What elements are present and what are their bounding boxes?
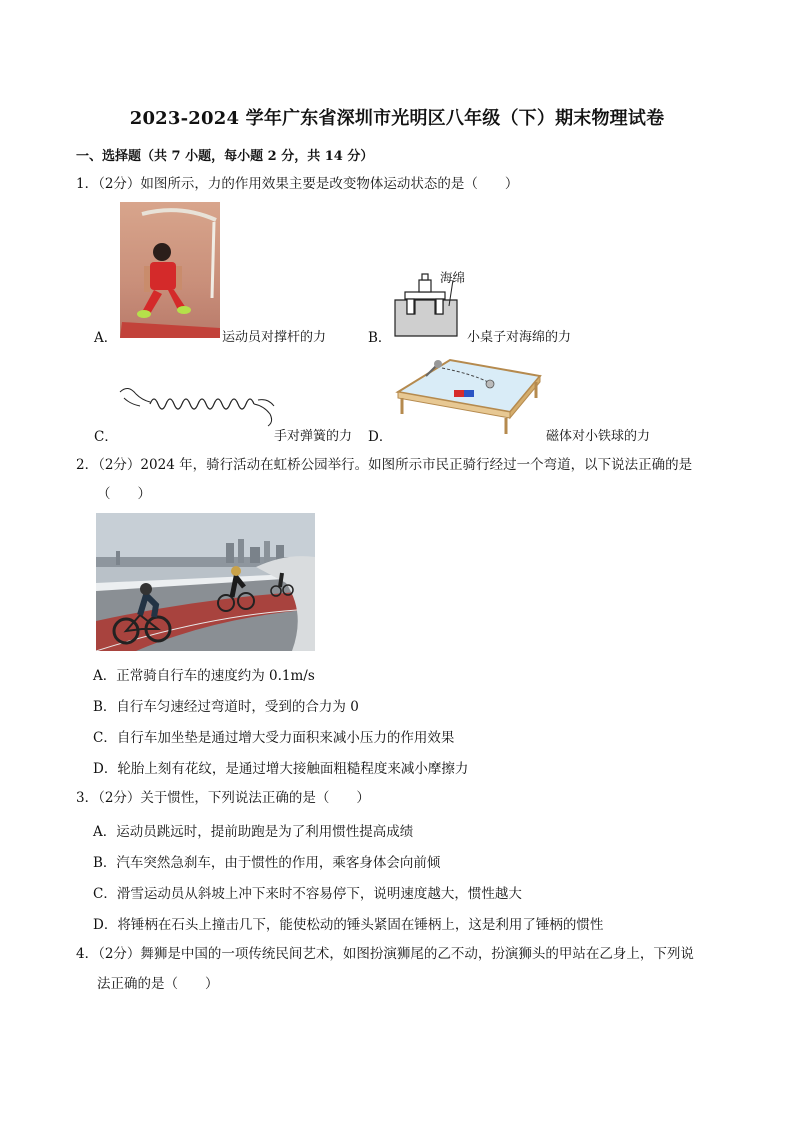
q2-option-a: A．正常骑自行车的速度约为 0.1m/s bbox=[93, 668, 315, 684]
q1-option-c-text: 手对弹簧的力 bbox=[274, 429, 353, 444]
q1-option-a-letter: A． bbox=[94, 330, 118, 346]
question-2-stem-line2: （ ） bbox=[97, 486, 151, 502]
hand-spring-diagram bbox=[118, 380, 276, 430]
q1-option-b-letter: B． bbox=[368, 330, 392, 346]
page-title: 2023-2024 学年广东省深圳市光明区八年级（下）期末物理试卷 bbox=[129, 108, 665, 129]
question-1-stem: 1．（2分）如图所示，力的作用效果主要是改变物体运动状态的是（ ） bbox=[76, 176, 519, 192]
q1-option-d-letter: D． bbox=[368, 429, 393, 445]
q2-option-c: C．自行车加坐垫是通过增大受力面积来减小压力的作用效果 bbox=[93, 730, 455, 746]
q1-option-b-text: 小桌子对海绵的力 bbox=[467, 330, 572, 345]
q1-option-c-letter: C． bbox=[94, 429, 118, 445]
section-heading: 一、选择题（共 7 小题，每小题 2 分，共 14 分） bbox=[76, 149, 374, 164]
pole-vault-photo bbox=[120, 202, 220, 338]
q3-option-d: D．将锤柄在石头上撞击几下，能使松动的锤头紧固在锤柄上，这是利用了锤柄的惯性 bbox=[93, 917, 604, 933]
q2-option-d: D．轮胎上刻有花纹，是通过增大接触面粗糙程度来减小摩擦力 bbox=[93, 761, 469, 777]
q3-option-b: B．汽车突然急刹车，由于惯性的作用，乘客身体会向前倾 bbox=[93, 855, 441, 871]
question-2-stem-line1: 2．（2分）2024 年，骑行活动在虹桥公园举行。如图所示市民正骑行经过一个弯道，以下说法正确的是 bbox=[76, 457, 693, 473]
q2-option-b: B．自行车匀速经过弯道时，受到的合力为 0 bbox=[93, 699, 359, 715]
q3-option-a: A．运动员跳远时，提前助跑是为了利用惯性提高成绩 bbox=[93, 824, 414, 840]
q1-option-a-text: 运动员对撑杆的力 bbox=[222, 330, 327, 345]
magnet-ball-diagram bbox=[392, 352, 544, 436]
q1-option-d-text: 磁体对小铁球的力 bbox=[546, 429, 651, 444]
q3-option-c: C．滑雪运动员从斜坡上冲下来时不容易停下，说明速度越大，惯性越大 bbox=[93, 886, 522, 902]
question-4-stem-line2: 法正确的是（ ） bbox=[97, 976, 219, 992]
question-4-stem-line1: 4．（2分）舞狮是中国的一项传统民间艺术，如图扮演狮尾的乙不动，扮演狮头的甲站在乙身上，下列说 bbox=[76, 946, 694, 962]
sponge-label: 海绵 bbox=[440, 270, 466, 285]
question-3-stem: 3．（2分）关于惯性，下列说法正确的是（ ） bbox=[76, 790, 370, 806]
cycling-photo bbox=[96, 513, 315, 651]
